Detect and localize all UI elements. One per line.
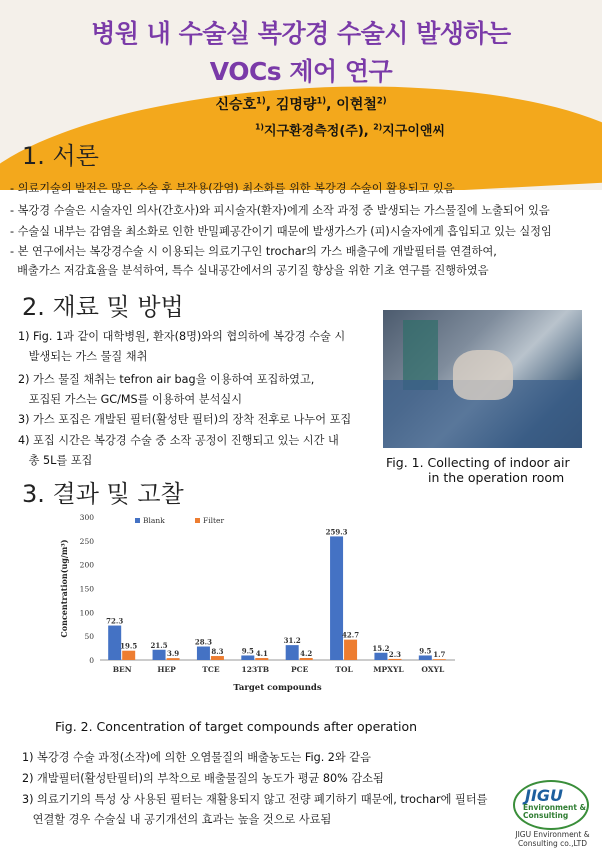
x-tick-label: TOL [335,665,353,674]
x-tick-label: PCE [291,665,309,674]
x-tick-label: 123TB [241,665,270,674]
section-2-heading: 2. 재료 및 방법 [22,293,184,321]
result-line: 3) 의료기기의 특성 상 사용된 필터는 재활용되지 않고 전량 폐기하기 때문에, trochar에 필터를 [22,793,488,806]
x-tick-label: MPXYL [373,665,404,674]
title-line-2: VOCs 제어 연구 [209,57,393,86]
y-axis-label: Concentration(ug/m³) [59,539,69,638]
fig2-caption: Fig. 2. Concentration of target compounds after operation [55,719,418,734]
concentration-bar-chart [55,505,465,710]
bar-filter [388,659,401,660]
data-label-blank: 15.2 [372,643,390,653]
section-3-heading: 3. 결과 및 고찰 [22,480,184,508]
method-line: 1) Fig. 1과 같이 대학병원, 환자(8명)와의 협의하에 복강경 수술 시 [18,330,346,343]
y-tick-label: 250 [79,536,94,546]
data-label-blank: 72.3 [106,616,124,626]
data-label-filter: 8.3 [211,647,224,657]
bar-filter [167,658,180,660]
x-tick-label: OXYL [421,665,445,674]
data-label-filter: 4.1 [255,649,268,659]
fig1-caption-line-1: Fig. 1. Collecting of indoor air [386,455,570,470]
y-tick-label: 100 [79,608,94,618]
data-label-filter: 3.9 [166,649,180,659]
y-tick-label: 150 [79,584,94,594]
data-label-filter: 2.3 [388,649,402,659]
operation-room-photo [383,310,582,448]
legend-label-filter: Filter [203,516,225,525]
bar-filter [255,658,268,660]
x-tick-label: HEP [157,665,176,674]
bar-filter [211,656,224,660]
method-line: 포집된 가스는 GC/MS를 이용하여 분석실시 [18,393,243,406]
bar-blank [286,645,299,660]
data-label-filter: 4.2 [300,648,313,658]
title-line-1: 병원 내 수술실 복강경 수술시 발생하는 [91,19,511,48]
data-label-filter: 1.7 [433,650,446,660]
bar-filter [122,651,135,660]
bar-blank [374,653,387,660]
data-label-filter: 19.5 [120,641,138,651]
method-line: 2) 가스 물질 채취는 tefron air bag을 이용하여 포집하였고, [18,373,315,386]
y-tick-label: 50 [84,632,94,642]
x-tick-label: BEN [112,665,132,674]
legend-label-blank: Blank [143,516,165,525]
data-label-blank: 259.3 [325,527,348,537]
affiliations: $^{1)}$지구환경측정(주), $^{2)}$지구이앤씨 [254,122,446,139]
result-line: 1) 복강경 수술 과정(소작)에 의한 오염물질의 배출농도는 Fig. 2와 같음 [22,751,371,764]
result-line: 2) 개발필터(활성탄필터)의 부착으로 배출물질의 농도가 평균 80% 감소됨 [22,772,384,785]
section-1-line: - 수술실 내부는 감염을 최소화로 인한 반밀폐공간이기 때문에 발생가스가 (피)시술자에게 흡입되고 있는 실정임 [10,225,552,238]
section-1-line: - 복강경 수술은 시술자인 의사(간호사)와 피시술자(환자)에게 소작 과정 중 발생되는 가스물질에 노출되어 있음 [10,204,550,217]
bar-filter [344,640,357,660]
legend-swatch-blank [135,518,140,523]
bar-blank [419,655,432,660]
legend-swatch-filter [195,518,200,523]
bar-blank [153,650,166,660]
bar-blank [197,647,210,660]
logo-sub: Environment & Consulting [523,803,587,820]
bar-filter [433,659,446,660]
authors: 신승호$^{1)}$, 김명량$^{1)}$, 이현철$^{2)}$ [215,95,387,113]
bar-filter [300,658,313,660]
bar-blank [330,536,343,660]
method-line: 총 5L를 포집 [18,454,93,467]
bar-blank [241,655,254,660]
y-tick-label: 0 [89,656,94,665]
data-label-blank: 9.5 [419,646,432,656]
section-1-line: - 본 연구에서는 복강경수술 시 이용되는 의료기구인 trochar의 가스 배출구에 개발필터를 연결하여, [10,245,497,258]
section-1-heading: 1. 서론 [22,142,99,170]
x-tick-label: TCE [202,665,220,674]
logo-brand: JIGU [525,786,564,805]
y-tick-label: 200 [79,560,94,570]
method-line: 4) 포집 시간은 복강경 수술 중 소작 공정이 진행되고 있는 시간 내 [18,434,339,447]
section-1-line: 배출가스 저감효율을 분석하여, 특수 실내공간에서의 공기질 향상을 위한 기초 연구를 진행하였음 [10,264,489,277]
data-label-blank: 9.5 [241,646,254,656]
data-label-blank: 31.2 [283,636,301,646]
jigu-logo [505,780,600,850]
method-line: 발생되는 가스 물질 채취 [18,350,148,363]
method-line: 3) 가스 포집은 개발된 필터(활성탄 필터)의 장착 전후로 나누어 포집 [18,413,352,426]
data-label-blank: 21.5 [150,640,168,650]
logo-company-name: JIGU Environment & Consulting co.,LTD [515,830,590,848]
result-line: 연결할 경우 수술실 내 공기개선의 효과는 높을 것으로 사료됨 [22,813,332,826]
data-label-filter: 42.7 [342,630,360,640]
x-axis-label: Target compounds [233,683,322,693]
section-1-line: - 의료기술의 발전은 많은 수술 후 부작용(감염) 최소화를 위한 복강경 수술이 활용되고 있음 [10,182,455,195]
y-tick-label: 300 [79,513,94,522]
fig1-caption-line-2: in the operation room [428,470,565,485]
data-label-blank: 28.3 [194,637,212,647]
